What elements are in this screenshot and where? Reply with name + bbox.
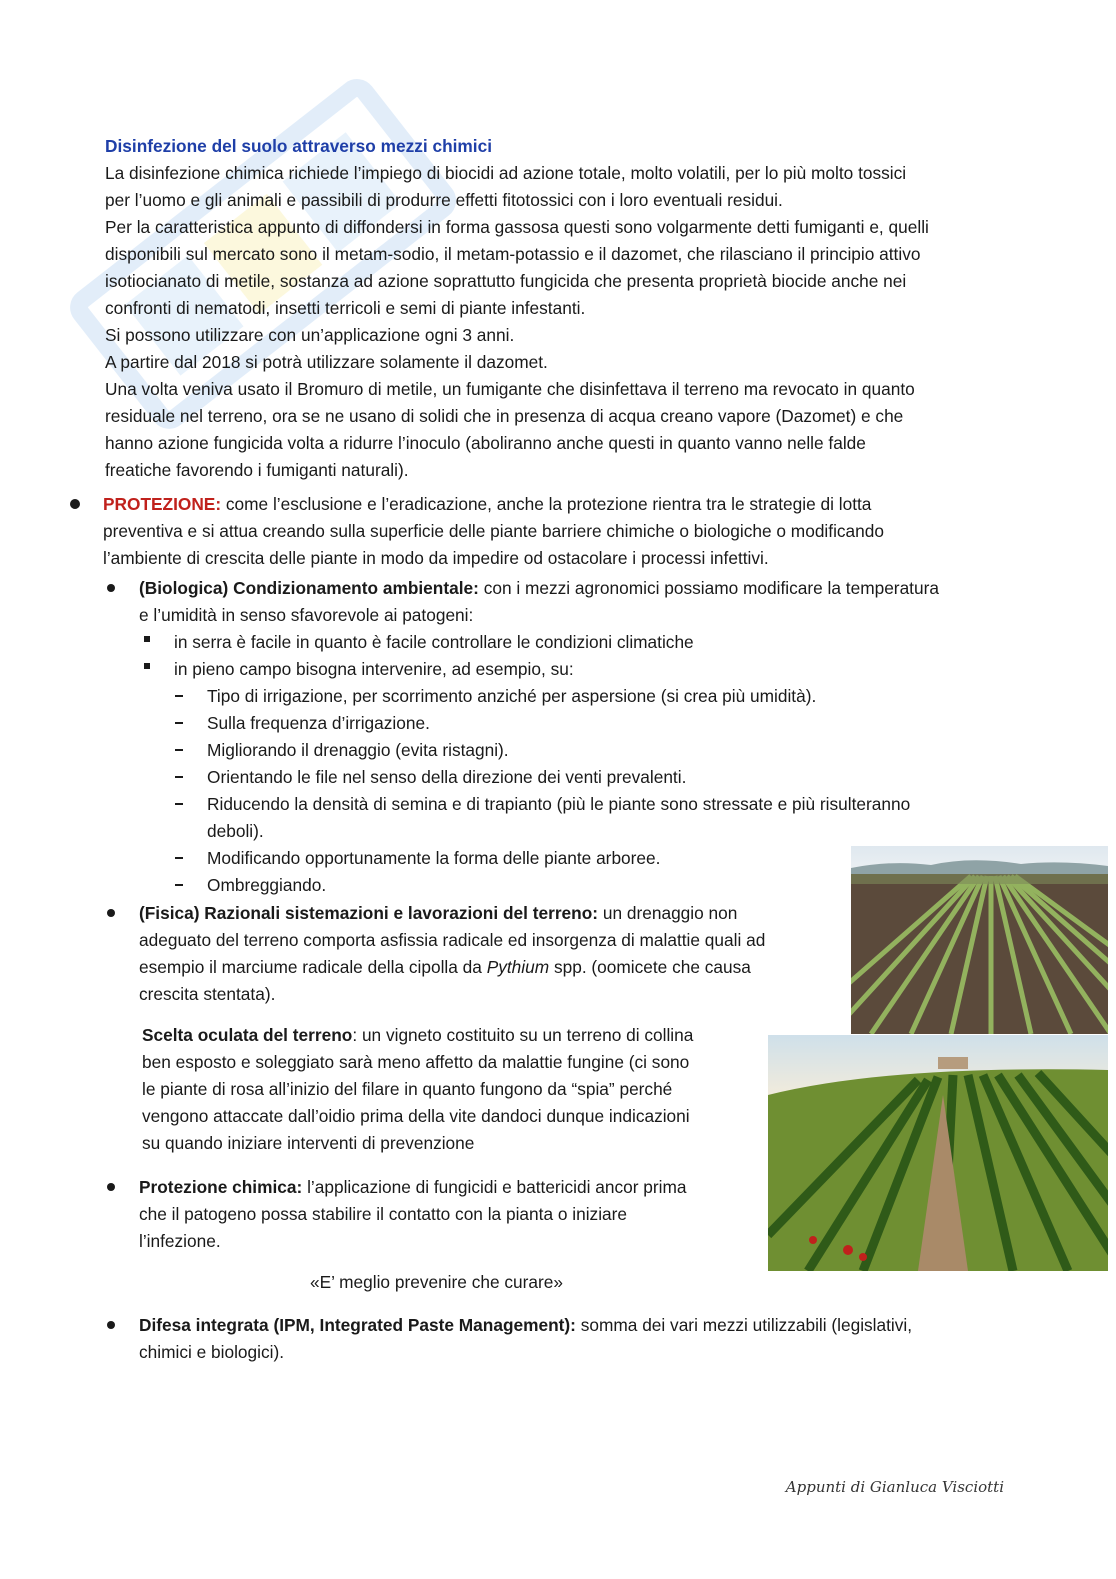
sistemazioni-line: esempio il marciume radicale della cipolla da Pythium spp. (oomicete che causa xyxy=(139,957,751,977)
protezione-line: PROTEZIONE: come l’esclusione e l’eradicazione, anche la protezione rientra tra le strategie di lotta xyxy=(103,494,872,514)
paragraph-line: residuale nel terreno, ora se ne usano di solidi che in presenza di acqua creano vapore (Dazomet) e che xyxy=(105,406,904,426)
vineyard-image xyxy=(768,1035,1108,1271)
paragraph-line: hanno azione fungicida volta a ridurre l’inoculo (aboliranno anche questi in quanto vanno nelle falde xyxy=(105,433,866,453)
paragraph-line: Si possono utilizzare con un’applicazione ogni 3 anni. xyxy=(105,325,515,345)
dash-item: Orientando le file nel senso della direzione dei venti prevalenti. xyxy=(207,767,687,787)
scelta-block xyxy=(142,1022,752,1157)
condizionamento-line: (Biologica) Condizionamento ambientale: con i mezzi agronomici possiamo modificare la temperatura xyxy=(139,578,939,598)
paragraph-line: La disinfezione chimica richiede l’impiego di biocidi ad azione totale, molto volatili, per lo più molto tossici xyxy=(105,163,907,183)
sub-item-campo: in pieno campo bisogna intervenire, ad esempio, su: xyxy=(174,659,574,679)
pythium-italic: Pythium xyxy=(486,957,550,977)
integrata-item xyxy=(139,1312,1039,1366)
dash-item: Tipo di irrigazione, per scorrimento anziché per aspersione (si crea più umidità). xyxy=(207,686,817,706)
dash-icon xyxy=(175,776,183,778)
square-bullet-icon xyxy=(144,636,150,642)
sistemazioni-line: adeguato del terreno comporta asfissia radicale ed insorgenza di malattie quali ad xyxy=(139,930,766,950)
chimica-line: che il patogeno possa stabilire il contatto con la pianta o iniziare xyxy=(139,1204,628,1224)
integrata-line: Difesa integrata (IPM, Integrated Paste Management): somma dei vari mezzi utilizzabili (legislativi, xyxy=(139,1315,913,1335)
dash-icon xyxy=(175,749,183,751)
paragraph-line: Una volta veniva usato il Bromuro di metile, un fumigante che disinfettava il terreno ma revocato in quanto xyxy=(105,379,915,399)
dash-icon xyxy=(175,722,183,724)
scelta-line: Scelta oculata del terreno: un vigneto costituito su un terreno di collina xyxy=(142,1025,694,1045)
protezione-line: l’ambiente di crescita delle piante in modo da impedire od ostacolare i processi infettivi. xyxy=(103,548,769,568)
paragraph-line: isotiocianato di metile, sostanza ad azione soprattutto fungicida che presenta proprietà biocide anche nei xyxy=(105,271,907,291)
integrata-line: chimici e biologici). xyxy=(139,1342,285,1362)
condizionamento-item xyxy=(139,575,1069,629)
vineyard-photo xyxy=(768,1035,1108,1271)
paragraph-line: confronti di nematodi, insetti terricoli e semi di piante infestanti. xyxy=(105,298,586,318)
sistemazioni-line: (Fisica) Razionali sistemazioni e lavorazioni del terreno: un drenaggio non xyxy=(139,903,738,923)
chimica-line: Protezione chimica: l’applicazione di fungicidi e battericidi ancor prima xyxy=(139,1177,687,1197)
dash-item: Ombreggiando. xyxy=(207,875,327,895)
dash-icon xyxy=(175,884,183,886)
section-title: Disinfezione del suolo attraverso mezzi chimici xyxy=(105,136,493,156)
chimica-item xyxy=(139,1174,759,1255)
paragraph-line: A partire dal 2018 si potrà utilizzare solamente il dazomet. xyxy=(105,352,548,372)
square-bullet-icon xyxy=(144,663,150,669)
bullet-icon xyxy=(107,909,115,917)
chimica-line: l’infezione. xyxy=(139,1231,221,1251)
scelta-line: le piante di rosa all’inizio del filare in quanto fungono da “spia” perché xyxy=(142,1079,673,1099)
bullet-icon xyxy=(70,499,80,509)
section-paragraph xyxy=(105,160,1045,484)
dash-icon xyxy=(175,857,183,859)
field-rows-photo xyxy=(851,846,1108,1034)
sub-item-serra: in serra è facile in quanto è facile controllare le condizioni climatiche xyxy=(174,632,694,652)
scelta-label: Scelta oculata del terreno xyxy=(142,1025,353,1045)
dash-icon xyxy=(175,695,183,697)
field-rows-image xyxy=(851,846,1108,1034)
footer-author: Appunti di Gianluca Visciotti xyxy=(785,1478,1004,1496)
paragraph-line: per l’uomo e gli animali e passibili di produrre effetti fitotossici con i loro eventuali residui. xyxy=(105,190,783,210)
sistemazioni-item xyxy=(139,900,839,1008)
protezione-line: preventiva e si attua creando sulla superficie delle piante barriere chimiche o biologiche o modificando xyxy=(103,521,884,541)
scelta-line: vengono attaccate dall’oidio prima della vite dandoci dunque indicazioni xyxy=(142,1106,690,1126)
dash-item: Sulla frequenza d’irrigazione. xyxy=(207,713,430,733)
paragraph-line: freatiche favorendo i fumiganti naturali). xyxy=(105,460,409,480)
bullet-icon xyxy=(107,584,115,592)
dash-item: Riducendo la densità di semina e di trapianto (più le piante sono stressate e più risulteranno xyxy=(207,794,911,814)
condizionamento-label: (Biologica) Condizionamento ambientale: xyxy=(139,578,479,598)
scelta-line: su quando iniziare interventi di prevenzione xyxy=(142,1133,475,1153)
sistemazioni-label: (Fisica) Razionali sistemazioni e lavorazioni del terreno: xyxy=(139,903,599,923)
dash-item: Modificando opportunamente la forma delle piante arboree. xyxy=(207,848,661,868)
chimica-label: Protezione chimica: xyxy=(139,1177,303,1197)
paragraph-line: Per la caratteristica appunto di diffondersi in forma gassosa questi sono volgarmente detti fumiganti e, quelli xyxy=(105,217,929,237)
bullet-icon xyxy=(107,1321,115,1329)
dash-item-continuation: deboli). xyxy=(207,821,264,841)
paragraph-line: disponibili sul mercato sono il metam-sodio, il metam-potassio e il dazomet, che rilasciano il principio attivo xyxy=(105,244,921,264)
protezione-item xyxy=(103,491,1063,572)
scelta-line: ben esposto e soleggiato sarà meno affetto da malattie fungine (ci sono xyxy=(142,1052,690,1072)
dash-item: Migliorando il drenaggio (evita ristagni). xyxy=(207,740,509,760)
integrata-label: Difesa integrata (IPM, Integrated Paste Management): xyxy=(139,1315,576,1335)
dash-icon xyxy=(175,803,183,805)
sistemazioni-line: crescita stentata). xyxy=(139,984,276,1004)
condizionamento-line: e l’umidità in senso sfavorevole ai patogeni: xyxy=(139,605,474,625)
protezione-label: PROTEZIONE: xyxy=(103,494,222,514)
quote: «E’ meglio prevenire che curare» xyxy=(310,1272,563,1292)
bullet-icon xyxy=(107,1183,115,1191)
